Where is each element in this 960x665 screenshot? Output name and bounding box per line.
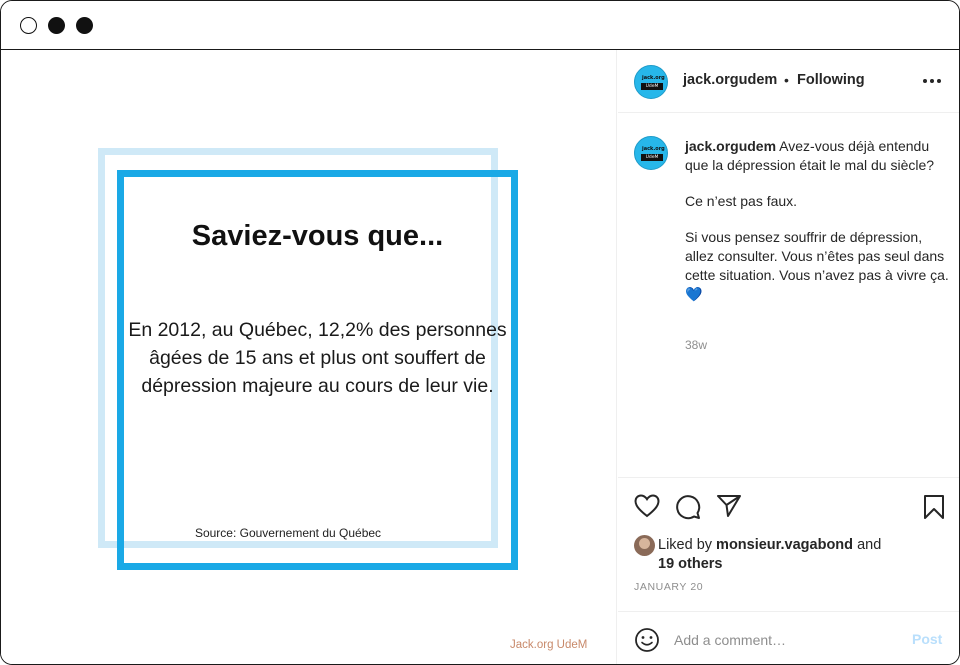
more-horizontal-icon[interactable] [923,79,943,85]
post-date[interactable]: JANUARY 20 [634,581,704,593]
caption-author-avatar[interactable] [634,136,668,170]
post-caption [685,137,950,321]
share-icon[interactable] [716,494,742,518]
window-close-control[interactable] [20,17,37,34]
comment-icon[interactable] [675,494,701,520]
post-header [618,50,960,113]
author-username[interactable]: jack.orgudem [683,72,778,88]
avatar-text-bottom: UdeM [641,83,663,90]
comment-input[interactable] [674,630,894,650]
caption-section [618,114,960,478]
avatar-text-top: jack.org [642,75,665,81]
caption-paragraph-2: Ce n’est pas faux. [685,193,798,209]
caption-paragraph-1: Avez-vous déjà entendu que la dépression était le mal du siècle? [685,138,935,173]
post-image-title: Saviez-vous que... [191,220,444,252]
likes-summary [658,536,908,574]
avatar-text-bottom: UdeM [641,154,663,161]
post-actions [618,488,960,524]
author-avatar[interactable] [634,65,668,99]
heart-icon[interactable] [634,494,660,518]
post-image-body: En 2012, au Québec, 12,2% des personnes âgées de 15 ans et plus ont souffert de dépression majeure au cours de leur vie. [128,319,507,397]
window-minimize-control[interactable] [48,17,65,34]
caption-username[interactable]: jack.orgudem [685,138,777,154]
bookmark-icon[interactable] [923,494,945,520]
post-media[interactable] [1,50,617,664]
caption-timestamp[interactable]: 38w [685,338,708,352]
likes-prefix: Liked by [658,537,713,553]
liker-username[interactable]: monsieur.vagabond [716,537,854,553]
liker-avatar[interactable] [634,535,655,556]
window-maximize-control[interactable] [76,17,93,34]
likes-others-link[interactable]: 19 others [658,556,723,572]
avatar-text-top: jack.org [642,146,665,152]
post-comment-button[interactable]: Post [912,631,943,647]
window-titlebar [1,1,959,50]
follow-status-button[interactable]: Following [797,72,865,88]
caption-paragraph-3: Si vous pensez souffrir de dépression, allez consulter. Vous n’êtes pas seul dans cette situation. Vous n’avez pas à vivre ça.💙 [685,229,949,302]
emoji-smile-icon[interactable] [634,627,660,653]
header-separator: • [784,72,789,88]
post-image-source: Source: Gouvernement du Québec [194,526,382,540]
likes-conjunction: and [857,537,882,553]
comment-bar [618,611,960,665]
post-sidebar [618,50,960,665]
post-image-watermark: Jack.org UdeM [510,639,588,651]
